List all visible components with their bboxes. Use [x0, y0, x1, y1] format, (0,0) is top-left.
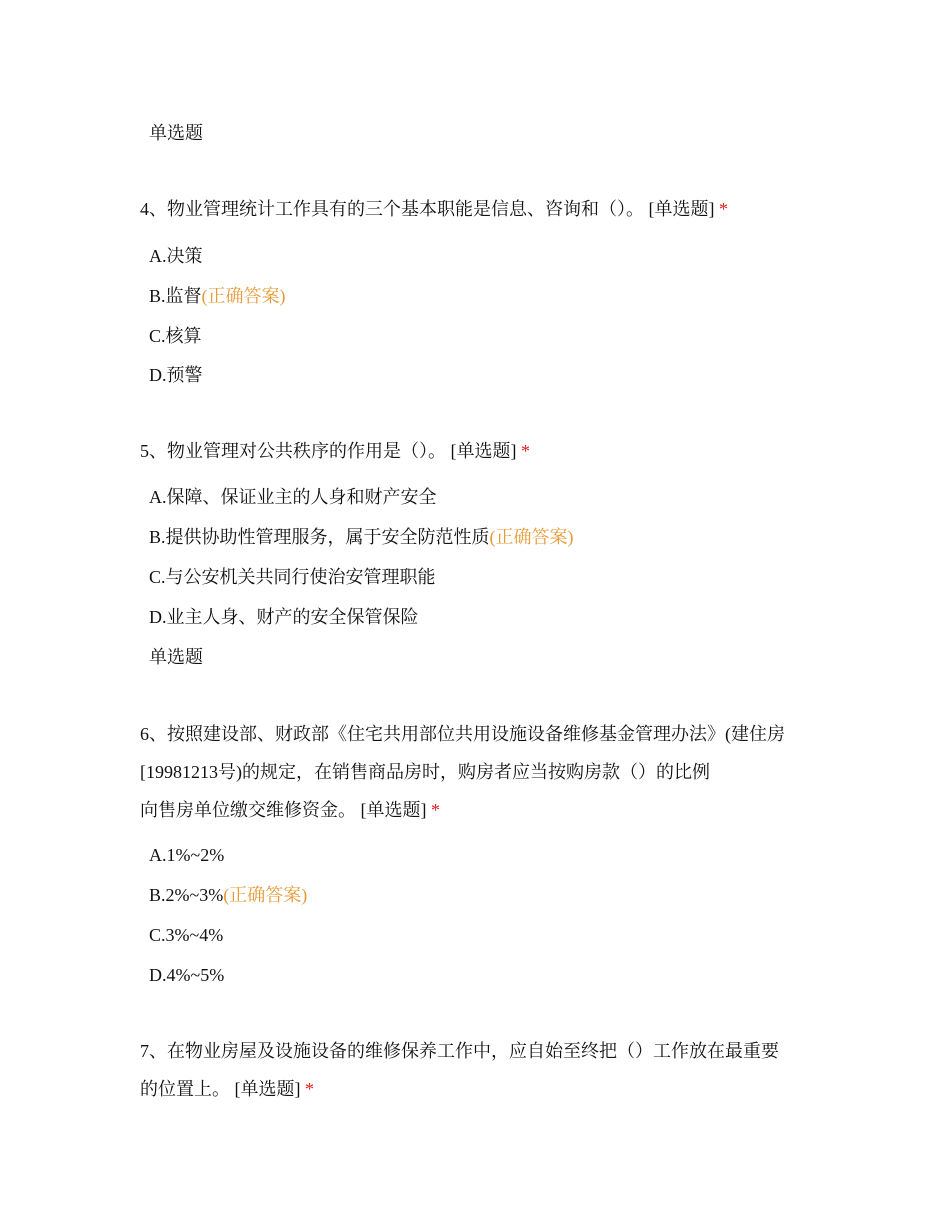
option-text: B.2%~3%: [149, 885, 224, 905]
question-7-required-mark: *: [305, 1079, 314, 1099]
question-6-text-end: 向售房单位缴交维修资金。: [140, 800, 356, 820]
question-5-title: [140, 439, 530, 463]
question-7-text-end: 的位置上。: [140, 1079, 230, 1099]
question-type-label: 单选题: [149, 123, 203, 143]
question-6-option-c: C.3%~4%: [149, 925, 224, 945]
question-4-required-mark: *: [719, 199, 728, 219]
correct-answer-marker: (正确答案): [223, 885, 308, 905]
question-6-type-tag: [单选题]: [360, 800, 427, 820]
question-6-option-d: D.4%~5%: [149, 965, 225, 985]
correct-answer-marker: (正确答案): [201, 286, 286, 306]
question-6-title-line-1: 6、按照建设部、财政部《住宅共用部位共用设施设备维修基金管理办法》(建住房: [140, 724, 785, 744]
question-5-option-a: A.保障、保证业主的人身和财产安全: [149, 487, 437, 507]
question-4-option-b: [149, 284, 286, 308]
question-4-type-tag: [单选题]: [648, 199, 715, 219]
question-5-required-mark: *: [521, 441, 530, 461]
question-7-title-line-2: [140, 1077, 314, 1101]
question-6-title-line-2: [19981213号)的规定，在销售商品房时，购房者应当按购房款（）的比例: [140, 762, 710, 782]
question-5-option-b: [149, 525, 574, 549]
question-4-option-a: A.决策: [149, 246, 203, 266]
option-text: B.监督: [149, 286, 202, 306]
question-7-title-line-1: 7、在物业房屋及设施设备的维修保养工作中，应自始至终把（）工作放在最重要: [140, 1041, 779, 1061]
question-5-option-c: C.与公安机关共同行使治安管理职能: [149, 567, 436, 587]
question-5-text: 5、物业管理对公共秩序的作用是（）。: [140, 441, 446, 461]
question-7-type-tag: [单选题]: [234, 1079, 301, 1099]
question-4-text: 4、物业管理统计工作具有的三个基本职能是信息、咨询和（）。: [140, 199, 644, 219]
option-text: B.提供协助性管理服务，属于安全防范性质: [149, 527, 490, 547]
question-5-option-d: D.业主人身、财产的安全保管保险: [149, 607, 419, 627]
correct-answer-marker: (正确答案): [489, 527, 574, 547]
question-5-type-tag: [单选题]: [450, 441, 517, 461]
question-4-option-c: C.核算: [149, 326, 202, 346]
question-6-option-a: A.1%~2%: [149, 845, 225, 865]
question-6-required-mark: *: [431, 800, 440, 820]
question-6-option-b: [149, 883, 307, 907]
question-6-title-line-3: [140, 798, 440, 822]
question-4-title: [140, 197, 728, 221]
question-4-option-d: D.预警: [149, 365, 203, 385]
question-5-type-label: 单选题: [149, 647, 203, 667]
